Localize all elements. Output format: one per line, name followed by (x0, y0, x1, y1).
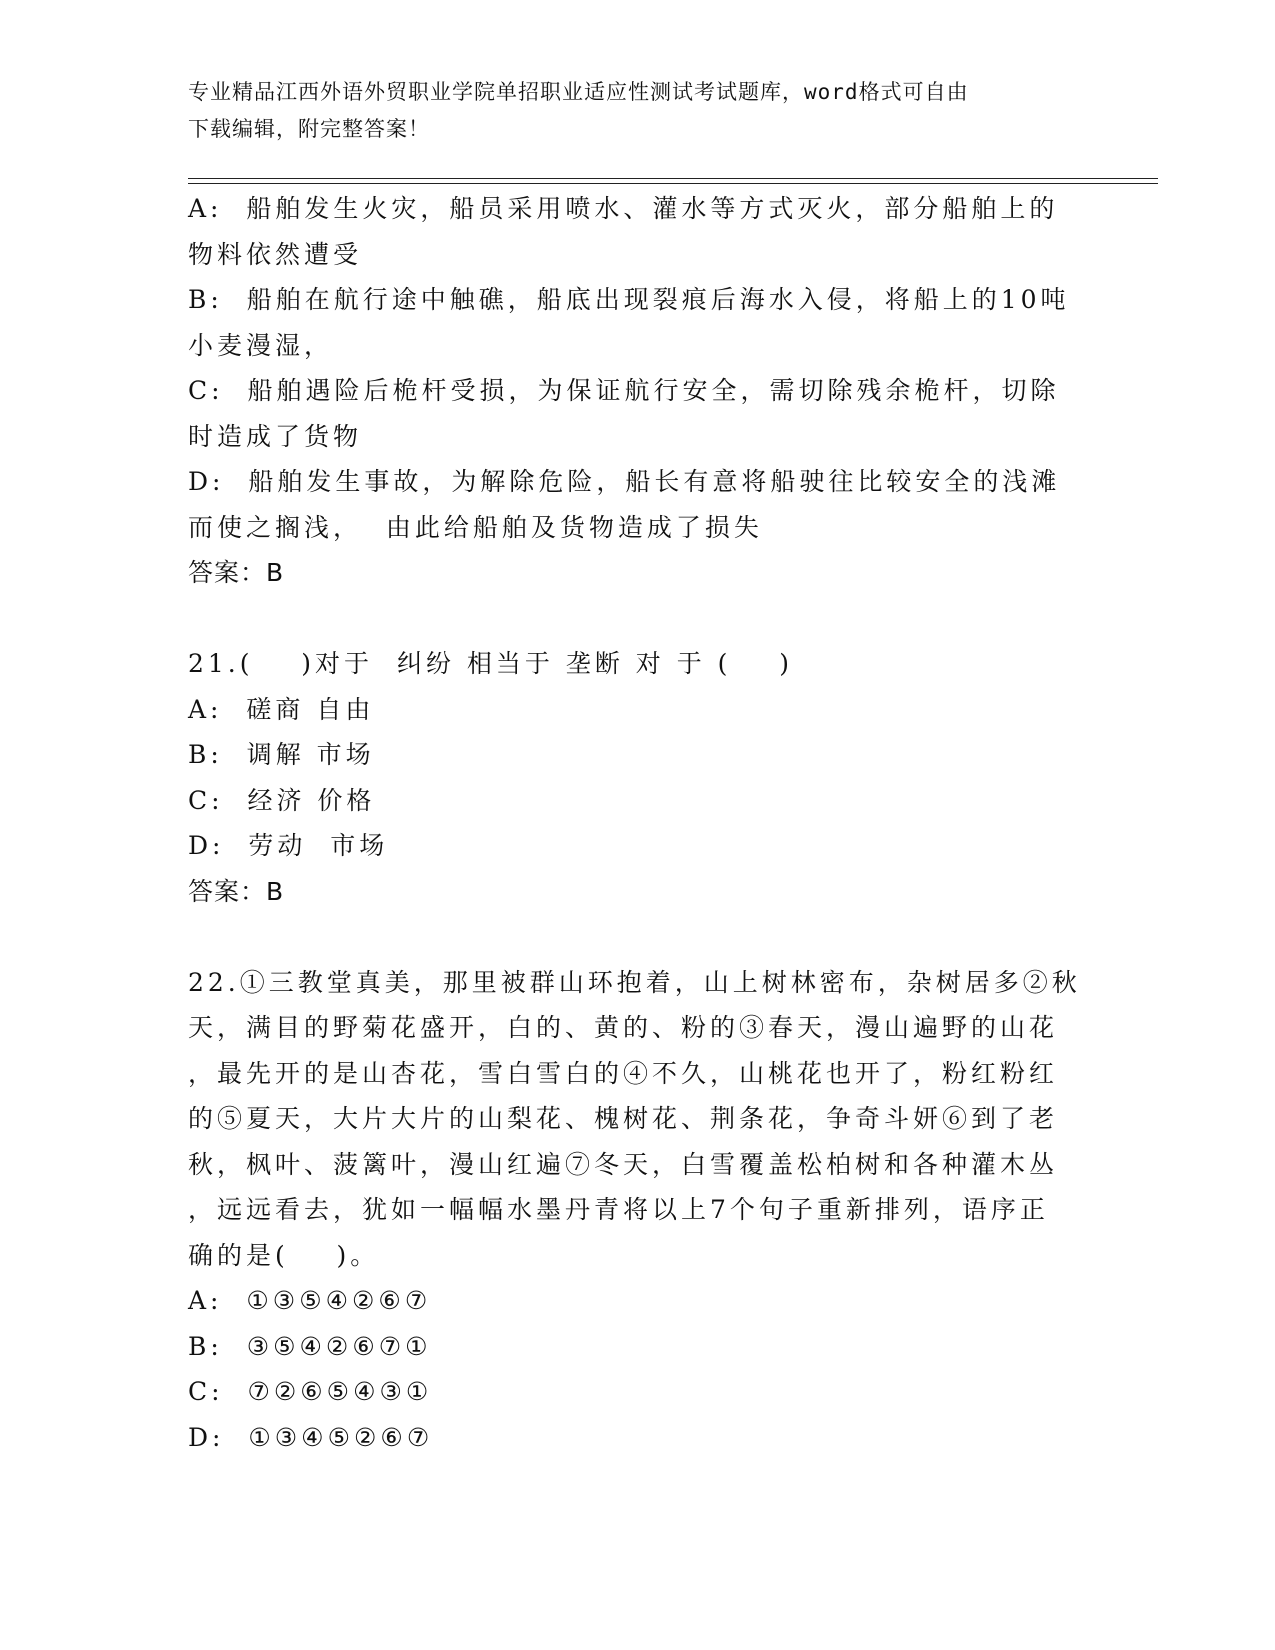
q21-option-b: B: 调解 市场 (188, 740, 375, 769)
q20-option-a-line2: 物料依然遭受 (188, 239, 363, 269)
q21-answer: 答案：B (188, 876, 285, 906)
q21-stem: 21.( )对于 纠纷 相当于 垄断 对 于 ( ) (188, 649, 793, 678)
document-body (188, 186, 1088, 1460)
q22-stem-line2: 天，满目的野菊花盛开，白的、黄的、粉的③春天，漫山遍野的山花 (188, 1013, 1059, 1042)
spacer (188, 914, 1088, 960)
header-line-2: 下载编辑，附完整答案！ (188, 117, 430, 141)
q22-stem-line6: ，远远看去，犹如一幅幅水墨丹青将以上7个句子重新排列，语序正 (188, 1195, 1049, 1224)
q22-stem-line4: 的⑤夏天，大片大片的山梨花、槐树花、荆条花，争奇斗妍⑥到了老 (188, 1104, 1059, 1133)
q22-option-c: C: ⑦②⑥⑤④③① (188, 1377, 433, 1406)
q20-option-b-line2: 小麦漫湿， (188, 330, 334, 360)
q22-stem-line3: ，最先开的是山杏花，雪白雪白的④不久，山桃花也开了，粉红粉红 (188, 1058, 1059, 1088)
q20-option-d-line2: 而使之搁浅， 由此给船舶及货物造成了损失 (188, 512, 763, 542)
q20-option-c-line1: C: 船舶遇险后桅杆受损，为保证航行安全，需切除残余桅杆，切除 (188, 376, 1060, 405)
q22-stem-line7: 确的是( )。 (188, 1240, 380, 1270)
q21-option-d: D: 劳动 市场 (188, 831, 389, 860)
q20-answer: 答案：B (188, 558, 285, 587)
question-20-options (188, 186, 1088, 596)
q20-option-c-line2: 时造成了货物 (188, 421, 363, 451)
question-22 (188, 960, 1088, 1461)
q22-option-a: A: ①③⑤④②⑥⑦ (188, 1286, 432, 1315)
q22-option-b: B: ③⑤④②⑥⑦① (188, 1331, 432, 1361)
q20-option-d-line1: D: 船舶发生事故，为解除危险，船长有意将船驶往比较安全的浅滩 (188, 467, 1061, 496)
q21-option-c: C: 经济 价格 (188, 785, 376, 815)
q22-stem-line1: 22.①三教堂真美，那里被群山环抱着，山上树林密布，杂树居多②秋 (188, 967, 1081, 997)
question-21 (188, 641, 1088, 914)
header-line-1: 专业精品江西外语外贸职业学院单招职业适应性测试考试题库，word格式可自由 (188, 80, 969, 104)
page-header (188, 74, 1088, 148)
q21-option-a: A: 磋商 自由 (188, 694, 375, 724)
q20-option-a-line1: A: 船舶发生火灾，船员采用喷水、灌水等方式灭火，部分船舶上的 (188, 194, 1059, 223)
q22-option-d: D: ①③④⑤②⑥⑦ (188, 1422, 434, 1452)
q20-option-b-line1: B: 船舶在航行途中触礁，船底出现裂痕后海水入侵，将船上的10吨 (188, 285, 1070, 314)
header-double-rule (188, 178, 1158, 184)
spacer (188, 596, 1088, 642)
q22-stem-line5: 秋，枫叶、菠篱叶，漫山红遍⑦冬天，白雪覆盖松柏树和各种灌木丛 (188, 1149, 1059, 1179)
